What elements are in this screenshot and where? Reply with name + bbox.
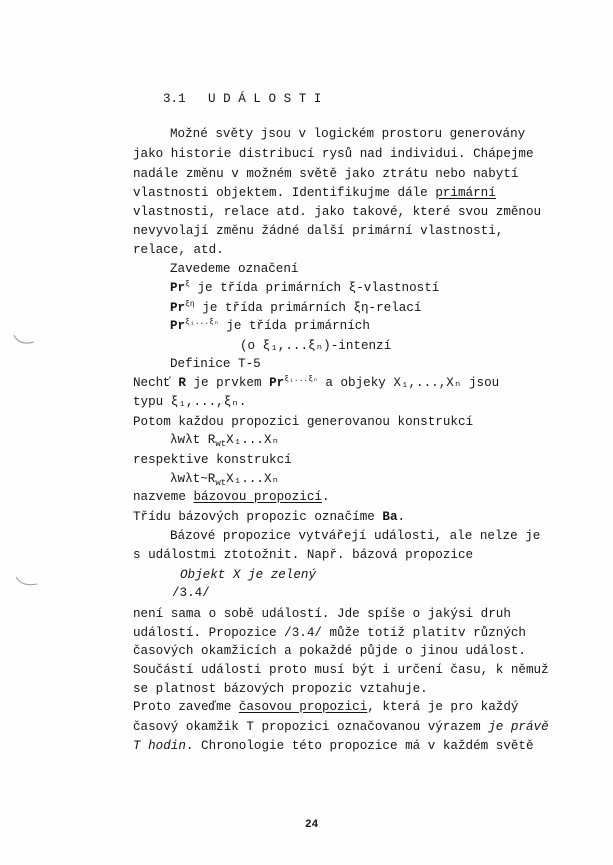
subscript: wt [215, 439, 227, 449]
symbol: Pr [170, 281, 186, 295]
symbol: Pr [170, 301, 186, 315]
paragraph-line [133, 739, 534, 754]
line-text: . Chronologie této propozice má v každém světě [185, 739, 534, 753]
construction-args: X₁...Xₙ [226, 433, 280, 447]
notation-item-continuation: (o ξ₁,...ξₙ)-intenzí [240, 339, 392, 353]
paragraph-line [133, 720, 549, 735]
definition-line: Potom každou propozici generovanou konstrukcí [133, 415, 474, 429]
paragraph-line: se platnost bázových propozic vztahuje. [133, 682, 428, 696]
underlined-term: primární [435, 186, 496, 200]
superscript: ξ₁...ξₙ [185, 318, 219, 327]
paragraph-line [133, 700, 518, 715]
superscript: ξ [185, 280, 190, 289]
line-text: je třída primárních [218, 319, 370, 333]
paragraph-line: časových okamžicích a pokaždé půjde o jinou událost. [133, 644, 526, 658]
scan-mark [14, 335, 34, 343]
definition-line: respektive konstrukcí [133, 453, 292, 467]
underlined-term: časovou propozici [238, 700, 368, 714]
construction [170, 433, 279, 448]
example-label: /3.4/ [172, 586, 210, 600]
line-text: vlastnosti objektem. Identifikujme dále [133, 186, 436, 200]
definition-line [133, 376, 499, 391]
definition-title: Definice T-5 [170, 357, 261, 371]
line-text: Proto zaveďme [133, 700, 239, 714]
notation-item [170, 281, 439, 296]
paragraph-line: jako historie distribucí rysů nad individui. Chápejme [133, 147, 534, 161]
subscript: wt [215, 478, 227, 488]
page-number: 24 [305, 819, 319, 831]
scan-mark [16, 577, 37, 585]
line-text: Třídu bázových propozic označíme [133, 510, 383, 524]
notation-item [170, 319, 370, 334]
example-sentence: Objekt X je zelený [180, 568, 317, 582]
section-title: U D Á L O S T I [208, 92, 322, 106]
line-text: nazveme [133, 490, 194, 504]
construction-lead: λwλt~R [170, 472, 216, 486]
line-text: Nechť [133, 376, 179, 390]
notation-intro: Zavedeme označení [170, 262, 299, 276]
construction-lead: λwλt R [170, 433, 216, 447]
paragraph-line [133, 186, 496, 201]
symbol: R [178, 376, 186, 390]
construction-args: X₁...Xₙ [226, 472, 280, 486]
symbol: Ba [382, 510, 398, 524]
line-text: . [397, 510, 406, 524]
paragraph-line: nevyvolají změnu žádné další primární vlastnosti, [133, 224, 504, 238]
paragraph-line: s událostmi ztotožnit. Např. bázová propozice [133, 548, 474, 562]
paragraph-line: Bázové propozice vytvářejí události, ale nelze je [170, 529, 541, 543]
symbol: Pr [269, 376, 285, 390]
paragraph-line: není sama o sobě událostí. Jde spíše o jakýsi druh [133, 607, 511, 621]
paragraph-line: událostí. Propozice /3.4/ může totiž platitv různých [133, 626, 526, 640]
italic-phrase: je právě [488, 720, 549, 734]
definition-line [133, 490, 330, 505]
line-text: je třída primárních ξ-vlastností [189, 281, 440, 295]
line-text: , která je pro každý [367, 700, 519, 714]
paragraph-line: Součástí události proto musí být i určení času, k němuž [133, 663, 549, 677]
superscript: ξ₁...ξₙ [284, 375, 318, 384]
line-text: je prvkem [185, 376, 270, 390]
italic-phrase: T hodin [133, 739, 186, 753]
superscript: ξη [185, 300, 195, 309]
line-text: a objeky X₁,...,Xₙ jsou [317, 376, 500, 390]
paragraph-line: relace, atd. [133, 243, 224, 257]
definition-line: typu ξ₁,...,ξₙ. [133, 395, 247, 409]
notation-item [170, 301, 421, 316]
paragraph-line: vlastnosti, relace atd. jako takové, které svou změnou [133, 205, 542, 219]
symbol: Pr [170, 319, 186, 333]
line-text: je třída primárních ξη-relací [194, 301, 422, 315]
line-text: časový okamžik T propozici označovanou výrazem [133, 720, 489, 734]
line-text: . [321, 490, 330, 504]
paragraph-line: Možné světy jsou v logickém prostoru generovány [170, 127, 526, 141]
construction [170, 472, 279, 487]
paragraph-line: nadále změnu v možném světě jako ztrátu nebo nabytí [133, 167, 519, 181]
scan-mark-layer [0, 0, 40, 865]
section-number: 3.1 [163, 92, 186, 106]
underlined-term: bázovou propozicí [193, 490, 322, 504]
class-line [133, 510, 405, 525]
